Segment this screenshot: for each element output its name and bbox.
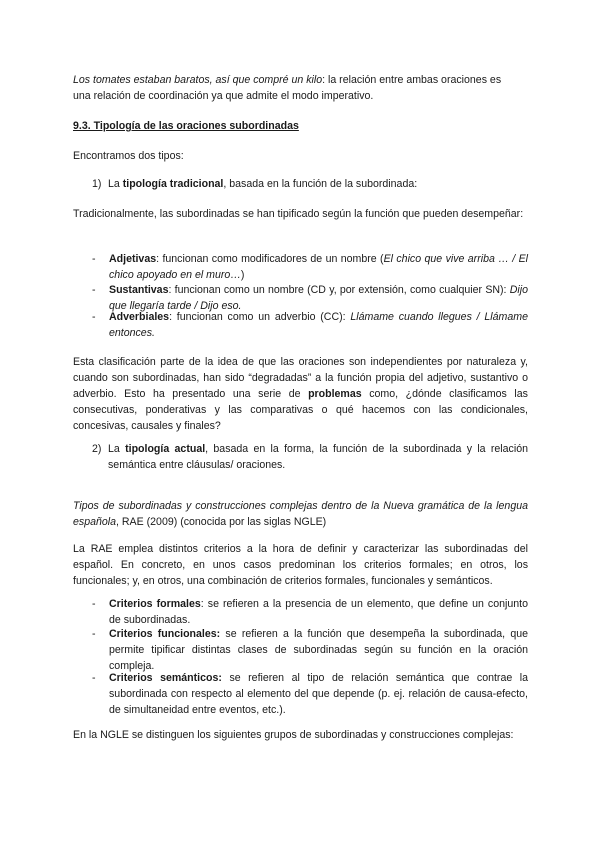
lead-text: Encontramos dos tipos: [73, 150, 184, 162]
list-bullet: - [92, 311, 96, 323]
type1-term: tipología tradicional [122, 178, 224, 190]
type2-term: tipología actual [125, 443, 206, 455]
list-item: Adjetivas: funcionan como modificadores de un nombre (El chico que vive arriba … / El chico apoyado en el muro…) [109, 253, 528, 281]
rae-paragraph: La RAE emplea distintos criterios a la hora de definir y caracterizar las subordinadas del español. En concreto, en unos casos predominan los criterios formales; en otros, los funcionales; y, en otros, una combinación de criterios formales, funcionales y semánticos. [73, 543, 528, 587]
problems-term: problemas [308, 388, 362, 400]
type2-text: La tipología actual, basada en la forma, la función de la subordinada y la relación semántica entre cláusulas/ oraciones. [108, 443, 528, 471]
list-bullet: - [92, 284, 96, 296]
intro-example: Los tomates estaban baratos, así que compré un kilo [73, 74, 323, 86]
list-item: Criterios funcionales: se refieren a la función que desempeña la subordinada, que permite tipificar distintas clases de subordinadas según su función en la oración compleja. [109, 628, 528, 672]
list-item: Criterios formales: se refieren a la presencia de un elemento, que define un conjunto de subordinadas. [109, 598, 528, 626]
intro-rest: : la relación entre ambas oraciones es [322, 74, 502, 86]
type2-number: 2) [92, 443, 102, 455]
list-item: Sustantivas: funcionan como un nombre (CD y, por extensión, como cualquier SN): Dijo que llegaría tarde / Dijo eso. [109, 284, 528, 312]
traditional-intro: Tradicionalmente, las subordinadas se han tipificado según la función que pueden desempeñar: [73, 208, 524, 220]
classification-paragraph: Esta clasificación parte de la idea de que las oraciones son independientes por naturaleza y, cuando son subordinadas, han sido “degradadas” a la función propia del adjetivo, sustantivo o adverbio. Esto ha presentado una serie de problemas como, ¿dónde clasificamos las consecutivas, ponderativas y las comparativas o qué hacemos con las condicionales, concesivas, causales y finales? [73, 356, 528, 432]
reference-paragraph: Tipos de subordinadas y construcciones complejas dentro de la Nueva gramática de la lengua española, RAE (2009) (conocida por las siglas NGLE) [73, 500, 528, 528]
list-bullet: - [92, 598, 96, 610]
list-item: Adverbiales: funcionan como un adverbio (CC): Llámame cuando llegues / Llámame entonces. [109, 311, 528, 339]
intro-line2: una relación de coordinación ya que admite el modo imperativo. [73, 90, 374, 102]
list-bullet: - [92, 253, 96, 265]
type1-number: 1) [92, 178, 102, 190]
intro-paragraph [73, 72, 528, 104]
list-bullet: - [92, 672, 96, 684]
section-title: 9.3. Tipología de las oraciones subordinadas [73, 120, 299, 132]
closing-paragraph: En la NGLE se distinguen los siguientes grupos de subordinadas y construcciones complejas: [73, 729, 514, 741]
type1-text: La tipología tradicional, basada en la función de la subordinada: [108, 178, 418, 190]
list-item: Criterios semánticos: se refieren al tipo de relación semántica que contrae la subordinada con respecto al elemento del que depende (p. ej. relación de causa-efecto, de simultaneidad entre eventos, etc.). [109, 672, 529, 716]
list-bullet: - [92, 628, 96, 640]
reference-title: Tipos de subordinadas y construcciones complejas dentro de la Nueva gramática de la lengua española [73, 500, 528, 528]
